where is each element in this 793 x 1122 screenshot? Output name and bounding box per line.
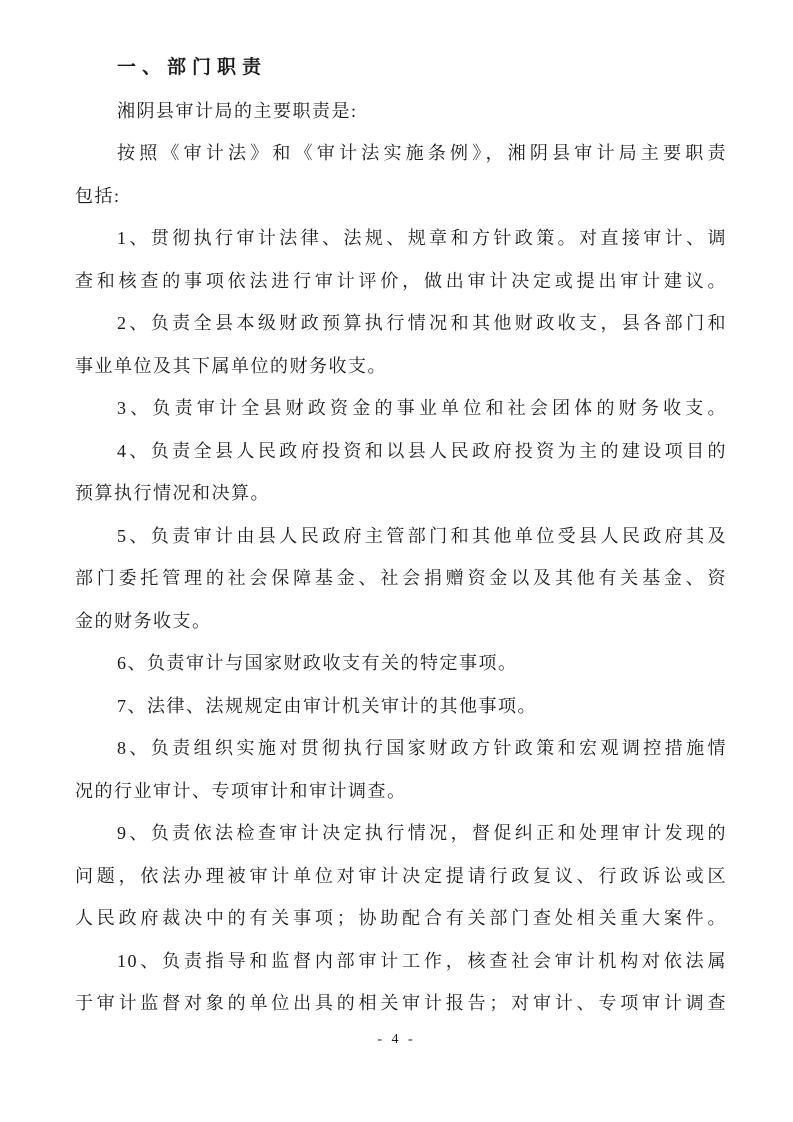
text-line: 金的财务收支。 bbox=[75, 610, 212, 631]
text-line: 5、负责审计由县人民政府主管部门和其他单位受县人民政府其及 bbox=[117, 525, 727, 546]
text-line: 4、负责全县人民政府投资和以县人民政府投资为主的建设项目的 bbox=[117, 440, 727, 461]
text-line: 10、负责指导和监督内部审计工作，核查社会审计机构对依法属 bbox=[117, 950, 727, 971]
document-body bbox=[75, 47, 727, 1025]
text-line: 湘阴县审计局的主要职责是: bbox=[117, 100, 358, 121]
text-line: 人民政府裁决中的有关事项；协助配合有关部门查处相关重大案件。 bbox=[75, 908, 727, 928]
text-line: 况的行业审计、专项审计和审计调查。 bbox=[75, 780, 407, 801]
paragraph-lines bbox=[75, 90, 727, 1025]
text-line: 预算执行情况和决算。 bbox=[75, 483, 270, 503]
text-line: 问题，依法办理被审计单位对审计决定提请行政复议、行政诉讼或区 bbox=[75, 865, 727, 886]
text-line: 部门委托管理的社会保障基金、社会捐赠资金以及其他有关基金、资 bbox=[75, 568, 727, 588]
text-line: 3、负责审计全县财政资金的事业单位和社会团体的财务收支。 bbox=[117, 398, 727, 418]
text-line: 1、贯彻执行审计法律、法规、规章和方针政策。对直接审计、调 bbox=[117, 228, 727, 248]
text-line: 8、负责组织实施对贯彻执行国家财政方针政策和宏观调控措施情 bbox=[117, 738, 727, 758]
section-title: 一、部门职责 bbox=[117, 57, 268, 78]
text-line: 按照《审计法》和《审计法实施条例》，湘阴县审计局主要职责 bbox=[117, 143, 727, 163]
text-line: 查和核查的事项依法进行审计评价，做出审计决定或提出审计建议。 bbox=[75, 270, 727, 291]
page-number: - 4 - bbox=[377, 1032, 416, 1047]
text-line: 2、负责全县本级财政预算执行情况和其他财政收支，县各部门和 bbox=[117, 313, 727, 333]
text-line: 事业单位及其下属单位的财务收支。 bbox=[75, 355, 387, 376]
text-line: 6、负责审计与国家财政收支有关的特定事项。 bbox=[117, 653, 518, 673]
text-line: 7、法律、法规规定由审计机关审计的其他事项。 bbox=[117, 695, 537, 716]
text-line: 包括: bbox=[75, 185, 121, 206]
text-line: 于审计监督对象的单位出具的相关审计报告；对审计、专项审计调查 bbox=[75, 993, 727, 1013]
text-line: 9、负责依法检查审计决定执行情况，督促纠正和处理审计发现的 bbox=[117, 823, 727, 843]
